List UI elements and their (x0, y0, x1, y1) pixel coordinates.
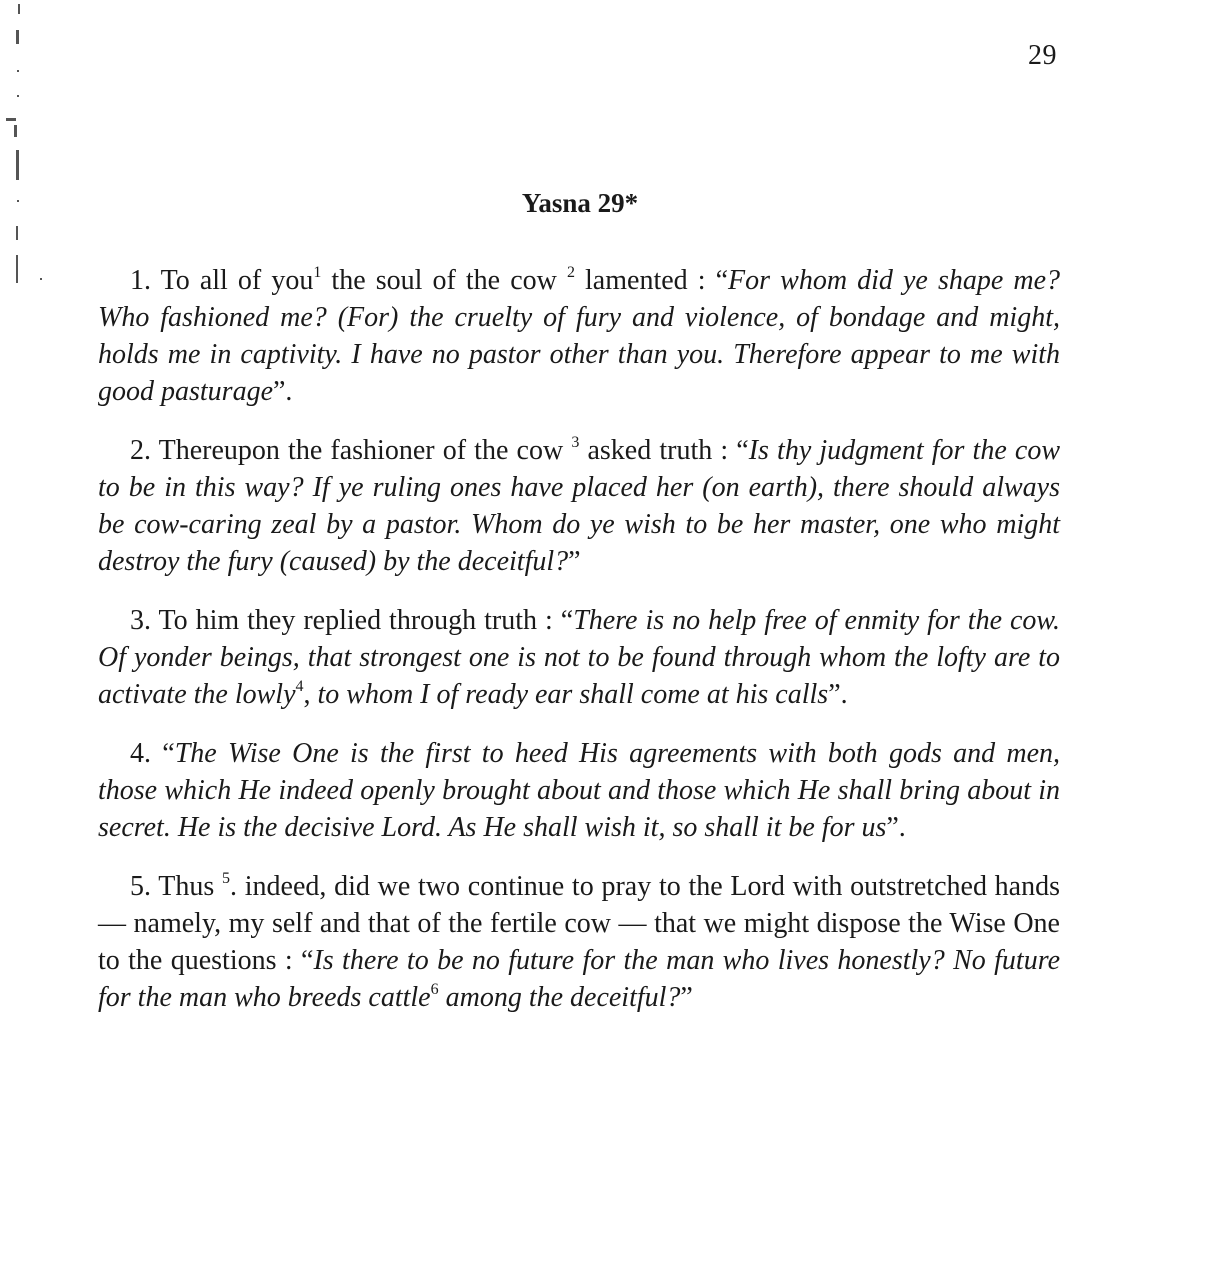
verse-number: 1. (130, 265, 151, 296)
footnote-marker: 1 (313, 264, 322, 281)
text-segment: ” (568, 546, 581, 577)
footnote-marker: 4 (295, 678, 304, 695)
verse-paragraph-5 (98, 868, 1060, 1016)
quoted-text: Is thy judgment for the cow to be in this way? If ye ruling ones have placed her (on earth), there should always be cow-caring zeal by a pastor. Whom do ye wish to be her master, one who might destroy the fury (caused) by the deceitful? (98, 435, 1061, 577)
footnote-marker: 5 (222, 870, 230, 887)
text-segment: lamented : “ (574, 265, 729, 296)
text-segment: ”. (828, 679, 848, 710)
page-title: Yasna 29* (521, 188, 639, 218)
footnote-marker: 2 (566, 264, 575, 281)
footnote-marker: 6 (430, 981, 439, 998)
text-segment: To him they replied through truth : “ (158, 605, 574, 636)
verse-paragraph-2 (98, 432, 1060, 580)
body-text (98, 262, 1060, 1038)
verse-number: 2. (130, 435, 151, 466)
text-segment: . indeed, did we two continue to pray to the Lord with outstretched hands — namely, my self and that of the fertile cow — that we might dispose the Wise One to the questions : “ (98, 871, 1061, 976)
quoted-text: to whom I of ready ear shall come at his calls (317, 679, 829, 710)
text-segment: “ (162, 738, 175, 769)
text-segment: To all of you (160, 265, 314, 296)
text-segment: ” (680, 982, 693, 1013)
footnote-marker: 3 (571, 434, 580, 451)
text-segment: the soul of the cow (321, 265, 567, 296)
verse-number: 3. (130, 605, 151, 636)
page-number: 29 (1028, 40, 1057, 71)
quoted-text: For whom did ye shape me? Who fashioned me? (For) the cruelty of fury and violence, of bondage and might, holds me in captivity. I have no pastor other than you. Therefore appear to me with good pasturage (98, 265, 1061, 407)
quoted-text: Is there to be no future for the man who lives honestly? No future for the man who breeds cattle (98, 945, 1060, 1013)
verse-number: 4. (130, 738, 151, 769)
text-segment (439, 982, 446, 1013)
quoted-text: The Wise One is the first to heed His agreements with both gods and men, those which He indeed openly brought about and those which He shall bring about in secret. He is the decisive Lord. As He shall wish it, so shall it be for us (98, 738, 1061, 843)
verse-paragraph-4 (98, 735, 1060, 846)
text-segment: ”. (273, 376, 293, 407)
text-segment: ”. (886, 812, 906, 843)
quoted-text: among the deceitful? (445, 982, 681, 1013)
text-segment: Thus (158, 871, 222, 902)
text-segment: asked truth : “ (579, 435, 749, 466)
text-segment: , (303, 679, 318, 710)
quoted-text: There is no help free of enmity for the cow. Of yonder beings, that strongest one is not to be found through whom the lofty are to activate the lowly (98, 605, 1061, 710)
verse-paragraph-1 (98, 262, 1060, 410)
verse-number: 5. (130, 871, 151, 902)
text-segment: Thereupon the fashioner of the cow (158, 435, 572, 466)
margin-specks (2, 0, 42, 300)
verse-paragraph-3 (98, 602, 1060, 713)
